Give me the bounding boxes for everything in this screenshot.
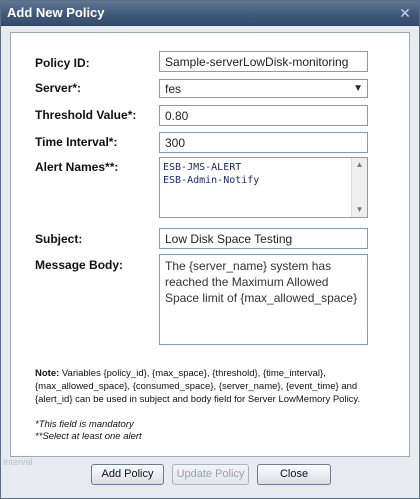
alert-names-label: Alert Names**:: [35, 160, 119, 174]
variables-note: [35, 367, 380, 406]
subject-input[interactable]: Low Disk Space Testing: [159, 228, 368, 249]
server-select-value: fes: [165, 82, 182, 96]
alert-names-list[interactable]: [159, 157, 368, 218]
add-policy-button[interactable]: Add Policy: [91, 464, 164, 485]
background-interval-text: Interval: [3, 457, 33, 467]
policy-id-label: Policy ID:: [35, 56, 90, 70]
close-icon[interactable]: ✕: [399, 5, 411, 21]
alert-item[interactable]: ESB-JMS-ALERT: [163, 162, 242, 173]
policy-id-input[interactable]: Sample-serverLowDisk-monitoring: [159, 51, 368, 72]
scroll-up-icon[interactable]: ▲: [355, 160, 364, 169]
mandatory-footnote: *This field is mandatory: [35, 419, 134, 430]
alert-footnote: **Select at least one alert: [35, 431, 142, 442]
threshold-label: Threshold Value*:: [35, 108, 137, 122]
subject-label: Subject:: [35, 232, 83, 246]
server-label: Server*:: [35, 81, 82, 95]
alert-item[interactable]: ESB-Admin-Notify: [163, 175, 260, 186]
chevron-down-icon[interactable]: ▼: [353, 83, 363, 94]
message-body-label: Message Body:: [35, 258, 124, 272]
update-policy-button[interactable]: Update Policy: [172, 464, 249, 485]
note-prefix: Note:: [35, 368, 60, 379]
dialog-titlebar[interactable]: [1, 1, 419, 26]
close-button[interactable]: Close: [257, 464, 331, 485]
scroll-down-icon[interactable]: ▼: [355, 205, 364, 214]
dialog-title: Add New Policy: [7, 5, 105, 20]
alert-list-scrollbar[interactable]: [351, 158, 367, 217]
threshold-input[interactable]: 0.80: [159, 105, 368, 126]
message-body-textarea[interactable]: The {server_name} system has reached the Maximum Allowed Space limit of {max_allowed_space}: [159, 254, 368, 345]
interval-input[interactable]: 300: [159, 132, 368, 153]
server-select[interactable]: [159, 79, 368, 98]
note-text: Variables {policy_id}, {max_space}, {threshold}, {time_interval}, {max_allowed_space}, {consumed_space}, {server_name}, {event_time} and {alert_id} can be used in subject and body field for Server LowMemory Policy.: [35, 368, 361, 405]
interval-label: Time Interval*:: [35, 135, 118, 149]
